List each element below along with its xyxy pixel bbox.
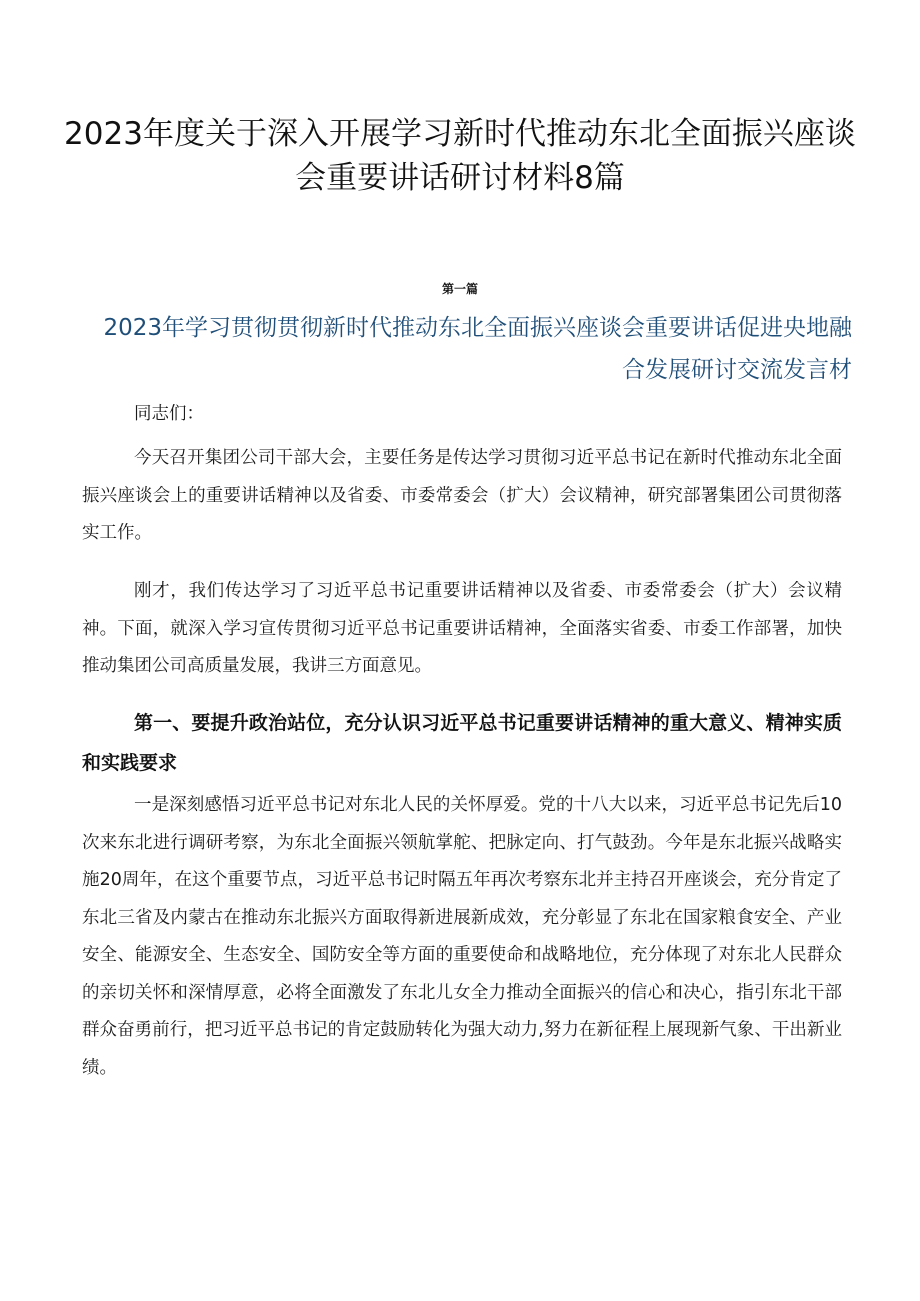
paragraph-1: 今天召开集团公司干部大会，主要任务是传达学习贯彻习近平总书记在新时代推动东北全面振兴座谈会上的重要讲话精神以及省委、市委常委会（扩大）会议精神，研究部署集团公司贯彻落实工作。 <box>82 448 842 543</box>
paragraph-2: 刚才，我们传达学习了习近平总书记重要讲话精神以及省委、市委常委会（扩大）会议精神。下面，就深入学习宣传贯彻习近平总书记重要讲话精神，全面落实省委、市委工作部署，加快推动集团公司高质量发展，我讲三方面意见。 <box>82 581 842 676</box>
section-heading-1: 第一、要提升政治站位，充分认识习近平总书记重要讲话精神的重大意义、精神实质和实践要求 <box>82 712 842 774</box>
salutation: 同志们： <box>134 404 204 424</box>
document-title: 2023年度关于深入开展学习新时代推动东北全面振兴座谈会重要讲话研讨材料8篇 <box>64 116 856 196</box>
section-label: 第一篇 <box>441 282 478 296</box>
paragraph-3: 一是深刻感悟习近平总书记对东北人民的关怀厚爱。党的十八大以来，习近平总书记先后10次来东北进行调研考察，为东北全面振兴领航掌舵、把脉定向、打气鼓劲。今年是东北振兴战略实施20周年，在这个重要节点，习近平总书记时隔五年再次考察东北并主持召开座谈会，充分肯定了东北三省及内蒙古在推动东北振兴方面取得新进展新成效，充分彰显了东北在国家粮食安全、产业安全、能源安全、生态安全、国防安全等方面的重要使命和战略地位，充分体现了对东北人民群众的亲切关怀和深情厚意，必将全面激发了东北儿女全力推动全面振兴的信心和决心，指引东北干部群众奋勇前行，把习近平总书记的肯定鼓励转化为强大动力,努力在新征程上展现新气象、干出新业绩。 <box>82 795 842 1078</box>
section-title: 2023年学习贯彻贯彻新时代推动东北全面振兴座谈会重要讲话促进央地融合发展研讨交流发言材 <box>103 315 852 383</box>
